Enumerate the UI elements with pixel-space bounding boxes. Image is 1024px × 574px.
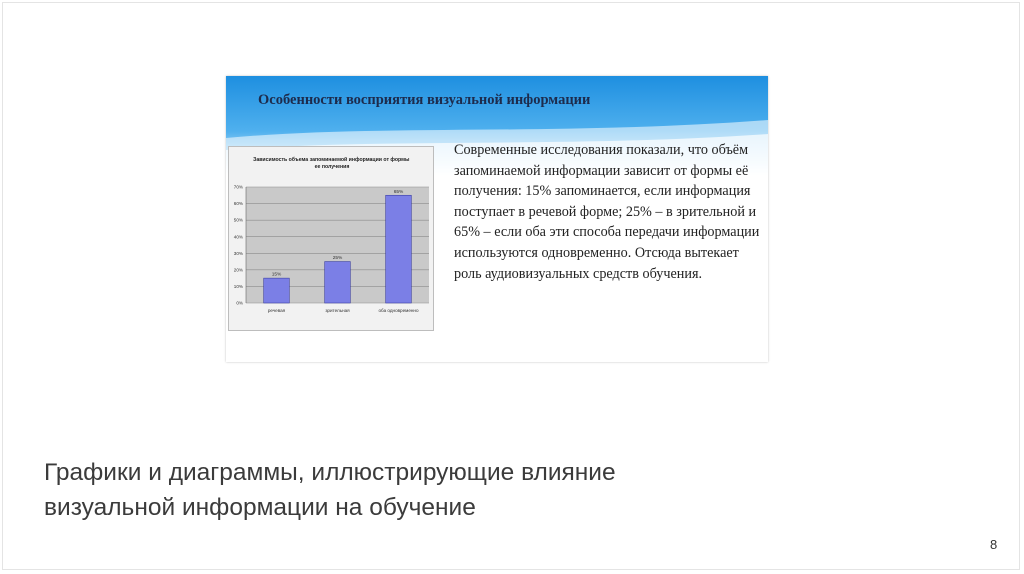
y-tick-label: 20% (233, 267, 243, 273)
y-tick-label: 50% (233, 217, 243, 223)
data-label: 25% (332, 256, 343, 262)
bar (325, 262, 351, 303)
bar-chart (228, 146, 434, 331)
bar (264, 278, 290, 303)
data-label: 15% (271, 272, 282, 278)
category-label: речевая (267, 308, 286, 313)
y-tick-label: 40% (233, 234, 243, 240)
y-tick-label: 70% (233, 184, 243, 190)
y-tick-label: 10% (233, 284, 243, 290)
page-number: 8 (990, 537, 998, 552)
data-label: 65% (393, 189, 404, 195)
bar (386, 195, 412, 303)
chart-title: Зависимость объема запоминаемой информации от формы ее получения (253, 157, 410, 170)
embedded-slide (226, 76, 768, 362)
inner-slide-title: Особенности восприятия визуальной информации (258, 92, 591, 108)
slide-caption: Графики и диаграммы, иллюстрирующие влияние визуальной информации на обучение (44, 459, 616, 521)
y-tick-label: 30% (233, 250, 243, 256)
y-tick-label: 60% (233, 201, 243, 207)
category-label: зрительная (325, 308, 350, 313)
body-paragraph: Современные исследования показали, что объём запоминаемой информации зависит от формы её получения: 15% запоминается, если информация поступает в речевой форме; 25% – в зрительной и 65% – если оба эти способа передачи информации используются одновременно. Отсюда вытекает роль аудиовизуальных средств обучения. (454, 142, 760, 282)
bar-chart-svg (229, 147, 435, 332)
category-label: оба одновременно (378, 308, 419, 313)
y-tick-label: 0% (236, 300, 243, 306)
